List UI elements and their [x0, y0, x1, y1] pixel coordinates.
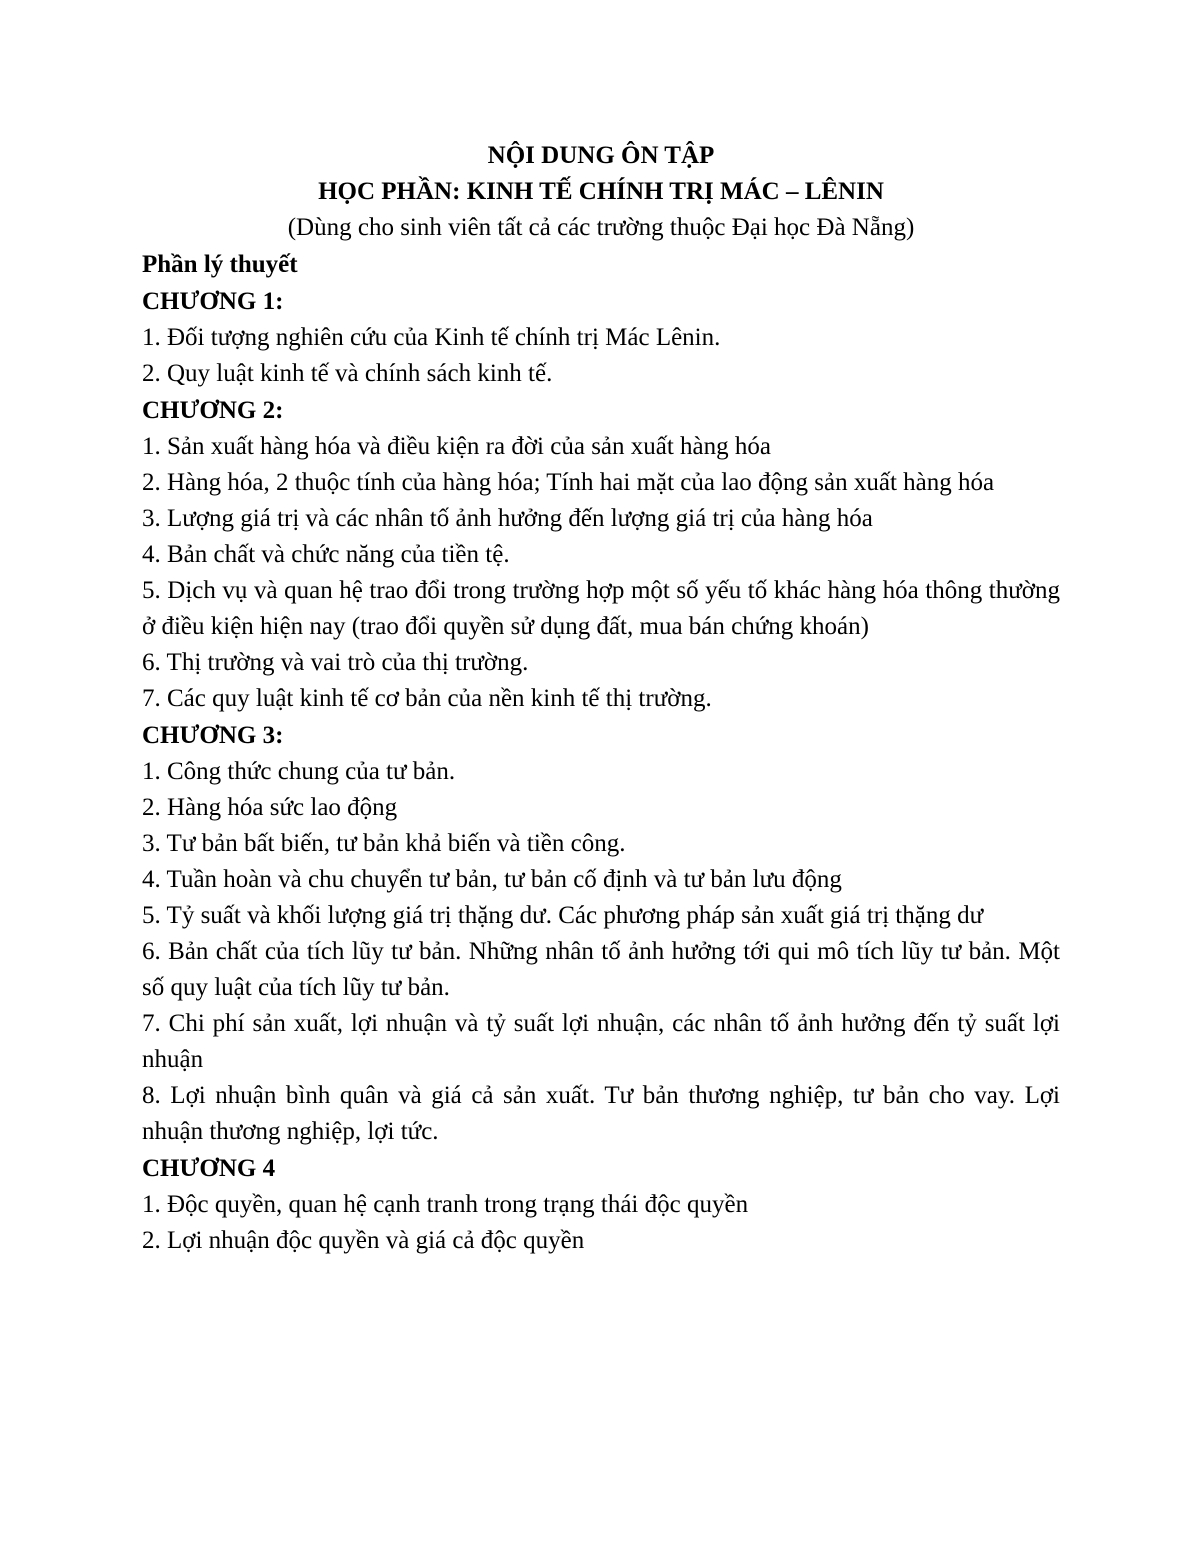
chapter-2-item: 4. Bản chất và chức năng của tiền tệ. — [142, 541, 510, 568]
document-page — [142, 138, 1060, 1259]
chapter-2-heading: CHƯƠNG 2: — [142, 397, 284, 424]
chapter-2-item: 1. Sản xuất hàng hóa và điều kiện ra đời của sản xuất hàng hóa — [142, 433, 772, 460]
chapter-1-item: 1. Đối tượng nghiên cứu của Kinh tế chính trị Mác Lênin. — [142, 324, 721, 351]
chapter-3-item: 8. Lợi nhuận bình quân và giá cả sản xuất. Tư bản thương nghiệp, tư bản cho vay. Lợi nhuận thương nghiệp, lợi tức. — [142, 1082, 1060, 1145]
chapter-3-heading: CHƯƠNG 3: — [142, 722, 284, 749]
chapter-4-item: 2. Lợi nhuận độc quyền và giá cả độc quyền — [142, 1227, 585, 1254]
chapter-3-item: 4. Tuần hoàn và chu chuyển tư bản, tư bản cố định và tư bản lưu động — [142, 866, 842, 893]
chapter-2-item: 2. Hàng hóa, 2 thuộc tính của hàng hóa; Tính hai mặt của lao động sản xuất hàng hóa — [142, 469, 995, 496]
chapter-3-item: 3. Tư bản bất biến, tư bản khả biến và tiền công. — [142, 830, 626, 857]
chapter-1-item: 2. Quy luật kinh tế và chính sách kinh tế. — [142, 360, 553, 387]
chapter-4-item: 1. Độc quyền, quan hệ cạnh tranh trong trạng thái độc quyền — [142, 1191, 749, 1218]
chapter-2-item: 3. Lượng giá trị và các nhân tố ảnh hưởng đến lượng giá trị của hàng hóa — [142, 505, 873, 532]
chapter-3-item: 1. Công thức chung của tư bản. — [142, 758, 456, 785]
chapter-4-heading: CHƯƠNG 4 — [142, 1155, 276, 1182]
chapter-3-item: 6. Bản chất của tích lũy tư bản. Những nhân tố ảnh hưởng tới qui mô tích lũy tư bản. Một số quy luật của tích lũy tư bản. — [142, 938, 1060, 1001]
chapter-2-item: 6. Thị trường và vai trò của thị trường. — [142, 649, 529, 676]
chapter-1-heading: CHƯƠNG 1: — [142, 288, 284, 315]
chapter-2-item: 7. Các quy luật kinh tế cơ bản của nền kinh tế thị trường. — [142, 685, 712, 712]
part-label: Phần lý thuyết — [142, 251, 298, 278]
document-title: NỘI DUNG ÔN TẬP — [487, 142, 715, 169]
chapter-3-item: 7. Chi phí sản xuất, lợi nhuận và tỷ suất lợi nhuận, các nhân tố ảnh hưởng đến tỷ suất lợi nhuận — [142, 1010, 1060, 1073]
chapter-2-item: 5. Dịch vụ và quan hệ trao đổi trong trường hợp một số yếu tố khác hàng hóa thông thường ở điều kiện hiện nay (trao đổi quyền sử dụng đất, mua bán chứng khoán) — [142, 577, 1060, 640]
chapter-3-item: 2. Hàng hóa sức lao động — [142, 794, 398, 821]
chapter-3-item: 5. Tỷ suất và khối lượng giá trị thặng dư. Các phương pháp sản xuất giá trị thặng dư — [142, 902, 984, 929]
course-title: HỌC PHẦN: KINH TẾ CHÍNH TRỊ MÁC – LÊNIN — [318, 178, 884, 205]
audience-note: (Dùng cho sinh viên tất cả các trường thuộc Đại học Đà Nẵng) — [287, 214, 915, 241]
